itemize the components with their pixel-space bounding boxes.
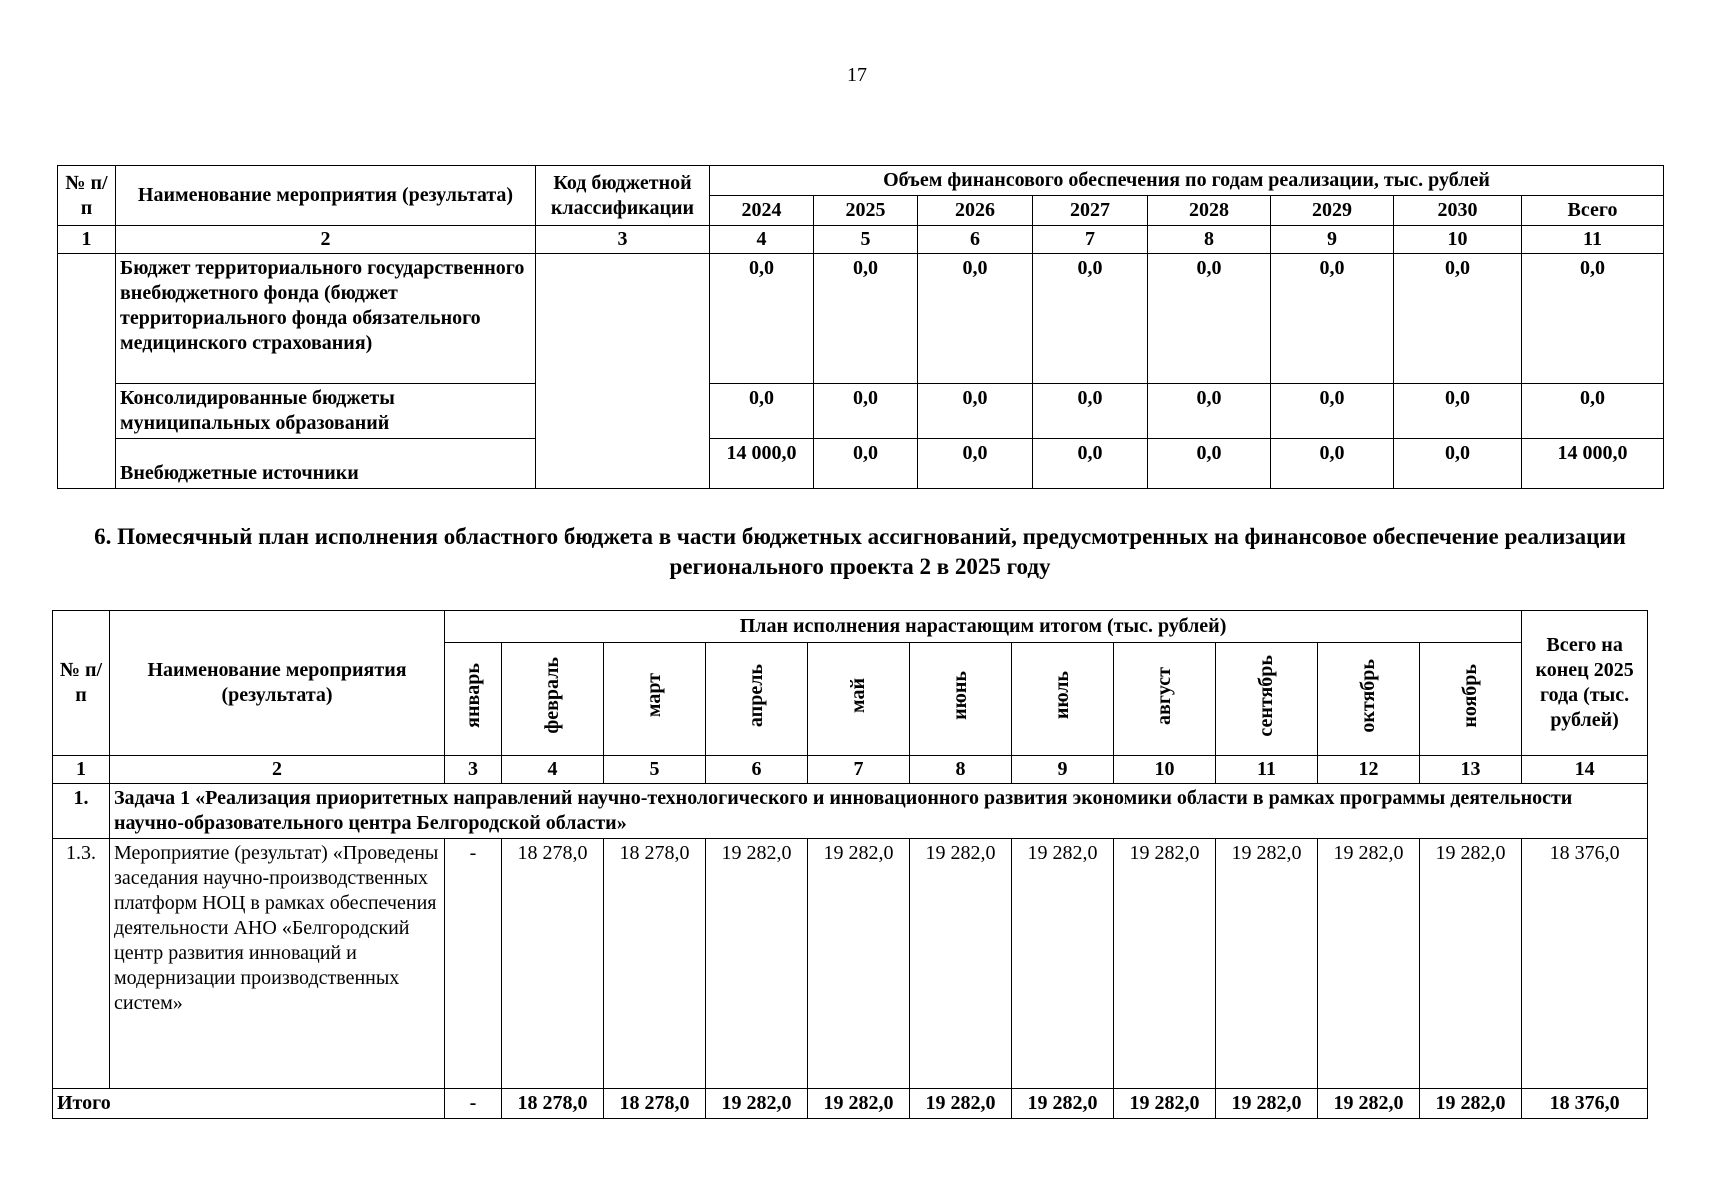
value-cell: - xyxy=(445,839,502,1089)
total-label: Итого xyxy=(53,1089,445,1119)
header-month: май xyxy=(808,643,910,756)
task-number: 1. xyxy=(53,784,110,839)
col-number: 10 xyxy=(1114,756,1216,784)
total-value: 19 282,0 xyxy=(706,1089,808,1119)
value-cell: 0,0 xyxy=(1033,439,1148,489)
value-cell: 0,0 xyxy=(1148,254,1271,384)
value-cell: 0,0 xyxy=(710,254,814,384)
monthly-plan-table xyxy=(52,610,1648,1119)
col-number: 9 xyxy=(1271,226,1394,254)
table-row xyxy=(58,439,1664,489)
item-number: 1.3. xyxy=(53,839,110,1089)
column-numbers-row xyxy=(53,756,1648,784)
total-value: 18 278,0 xyxy=(502,1089,604,1119)
value-cell: 19 282,0 xyxy=(910,839,1012,1089)
col-number: 5 xyxy=(814,226,918,254)
header-month: октябрь xyxy=(1318,643,1420,756)
value-cell: 0,0 xyxy=(814,439,918,489)
header-month: апрель xyxy=(706,643,808,756)
source-name: Бюджет территориального государственного внебюджетного фонда (бюджет территориального фонда обязательного медицинского страхования) xyxy=(116,254,536,384)
header-year-total: Всего на конец 2025 года (тыс. рублей) xyxy=(1522,611,1648,756)
col-number: 3 xyxy=(536,226,710,254)
header-month: февраль xyxy=(502,643,604,756)
header-name: Наименование мероприятия (результата) xyxy=(110,611,445,756)
col-number: 4 xyxy=(710,226,814,254)
value-cell: 0,0 xyxy=(1033,384,1148,439)
header-num: № п/п xyxy=(58,166,116,226)
total-value: 19 282,0 xyxy=(1114,1089,1216,1119)
task-row xyxy=(53,784,1648,839)
value-cell: 0,0 xyxy=(1271,254,1394,384)
funding-by-year-table xyxy=(57,165,1664,489)
total-value: 18 376,0 xyxy=(1522,1089,1648,1119)
col-number: 10 xyxy=(1394,226,1522,254)
total-value: 18 278,0 xyxy=(604,1089,706,1119)
col-number: 7 xyxy=(808,756,910,784)
value-cell: 0,0 xyxy=(918,439,1033,489)
page-number: 17 xyxy=(847,64,867,86)
table-row xyxy=(53,839,1648,1089)
header-month: январь xyxy=(445,643,502,756)
col-number: 6 xyxy=(918,226,1033,254)
header-month: июль xyxy=(1012,643,1114,756)
value-cell: 0,0 xyxy=(1148,439,1271,489)
total-value: - xyxy=(445,1089,502,1119)
col-number: 1 xyxy=(53,756,110,784)
value-cell: 19 282,0 xyxy=(1318,839,1420,1089)
value-cell: 0,0 xyxy=(1033,254,1148,384)
col-number: 5 xyxy=(604,756,706,784)
value-cell: 19 282,0 xyxy=(1114,839,1216,1089)
table-row xyxy=(58,384,1664,439)
value-cell: 0,0 xyxy=(710,384,814,439)
header-month: июнь xyxy=(910,643,1012,756)
value-cell: 0,0 xyxy=(1271,384,1394,439)
header-total: Всего xyxy=(1522,196,1664,226)
col-number: 2 xyxy=(110,756,445,784)
header-month: ноябрь xyxy=(1420,643,1522,756)
header-year: 2025 xyxy=(814,196,918,226)
col-number: 6 xyxy=(706,756,808,784)
col-number: 11 xyxy=(1216,756,1318,784)
value-cell: 19 282,0 xyxy=(706,839,808,1089)
column-numbers-row xyxy=(58,226,1664,254)
col-number: 14 xyxy=(1522,756,1648,784)
col-number: 11 xyxy=(1522,226,1664,254)
total-value: 19 282,0 xyxy=(808,1089,910,1119)
total-row xyxy=(53,1089,1648,1119)
col-number: 8 xyxy=(1148,226,1271,254)
total-value: 19 282,0 xyxy=(1318,1089,1420,1119)
value-cell: 0,0 xyxy=(1522,384,1664,439)
task-text: Задача 1 «Реализация приоритетных направлений научно-технологического и инновационного развития экономики области в рамках программы деятельности научно-образовательного центра Белгородской области» xyxy=(110,784,1648,839)
header-month: сентябрь xyxy=(1216,643,1318,756)
empty-code-cell xyxy=(536,254,710,489)
value-cell: 19 282,0 xyxy=(1420,839,1522,1089)
source-name: Консолидированные бюджеты муниципальных образований xyxy=(116,384,536,439)
empty-num-cell xyxy=(58,254,116,489)
header-volume: Объем финансового обеспечения по годам реализации, тыс. рублей xyxy=(710,166,1664,196)
total-value: 19 282,0 xyxy=(1216,1089,1318,1119)
col-number: 13 xyxy=(1420,756,1522,784)
col-number: 3 xyxy=(445,756,502,784)
col-number: 12 xyxy=(1318,756,1420,784)
header-year: 2024 xyxy=(710,196,814,226)
header-num: № п/п xyxy=(53,611,110,756)
header-plan: План исполнения нарастающим итогом (тыс. рублей) xyxy=(445,611,1522,643)
header-month: март xyxy=(604,643,706,756)
value-cell: 19 282,0 xyxy=(1216,839,1318,1089)
header-year: 2030 xyxy=(1394,196,1522,226)
header-name: Наименование мероприятия (результата) xyxy=(116,166,536,226)
value-cell: 18 278,0 xyxy=(502,839,604,1089)
source-name: Внебюджетные источники xyxy=(116,439,536,489)
col-number: 2 xyxy=(116,226,536,254)
col-number: 1 xyxy=(58,226,116,254)
header-year: 2028 xyxy=(1148,196,1271,226)
section-title: 6. Помесячный план исполнения областного бюджета в части бюджетных ассигнований, предусмотренных на финансовое обеспечение реализации регионального проекта 2 в 2025 году xyxy=(94,524,1626,579)
value-cell: 0,0 xyxy=(918,384,1033,439)
col-number: 4 xyxy=(502,756,604,784)
table-row xyxy=(58,254,1664,384)
value-cell: 18 376,0 xyxy=(1522,839,1648,1089)
value-cell: 0,0 xyxy=(1522,254,1664,384)
total-value: 19 282,0 xyxy=(1012,1089,1114,1119)
value-cell: 0,0 xyxy=(1394,439,1522,489)
value-cell: 0,0 xyxy=(918,254,1033,384)
value-cell: 19 282,0 xyxy=(808,839,910,1089)
value-cell: 0,0 xyxy=(814,384,918,439)
value-cell: 0,0 xyxy=(814,254,918,384)
value-cell: 0,0 xyxy=(1271,439,1394,489)
item-name: Мероприятие (результат) «Проведены заседания научно-производственных платформ НОЦ в рамках обеспечения деятельности АНО «Белгородский центр развития инноваций и модернизации производственных систем» xyxy=(110,839,445,1089)
col-number: 8 xyxy=(910,756,1012,784)
col-number: 7 xyxy=(1033,226,1148,254)
header-month: август xyxy=(1114,643,1216,756)
value-cell: 14 000,0 xyxy=(1522,439,1664,489)
total-value: 19 282,0 xyxy=(1420,1089,1522,1119)
value-cell: 0,0 xyxy=(1148,384,1271,439)
header-year: 2026 xyxy=(918,196,1033,226)
header-code: Код бюджетной классификации xyxy=(536,166,710,226)
value-cell: 14 000,0 xyxy=(710,439,814,489)
total-value: 19 282,0 xyxy=(910,1089,1012,1119)
value-cell: 19 282,0 xyxy=(1012,839,1114,1089)
col-number: 9 xyxy=(1012,756,1114,784)
value-cell: 0,0 xyxy=(1394,384,1522,439)
header-year: 2027 xyxy=(1033,196,1148,226)
value-cell: 0,0 xyxy=(1394,254,1522,384)
value-cell: 18 278,0 xyxy=(604,839,706,1089)
header-year: 2029 xyxy=(1271,196,1394,226)
